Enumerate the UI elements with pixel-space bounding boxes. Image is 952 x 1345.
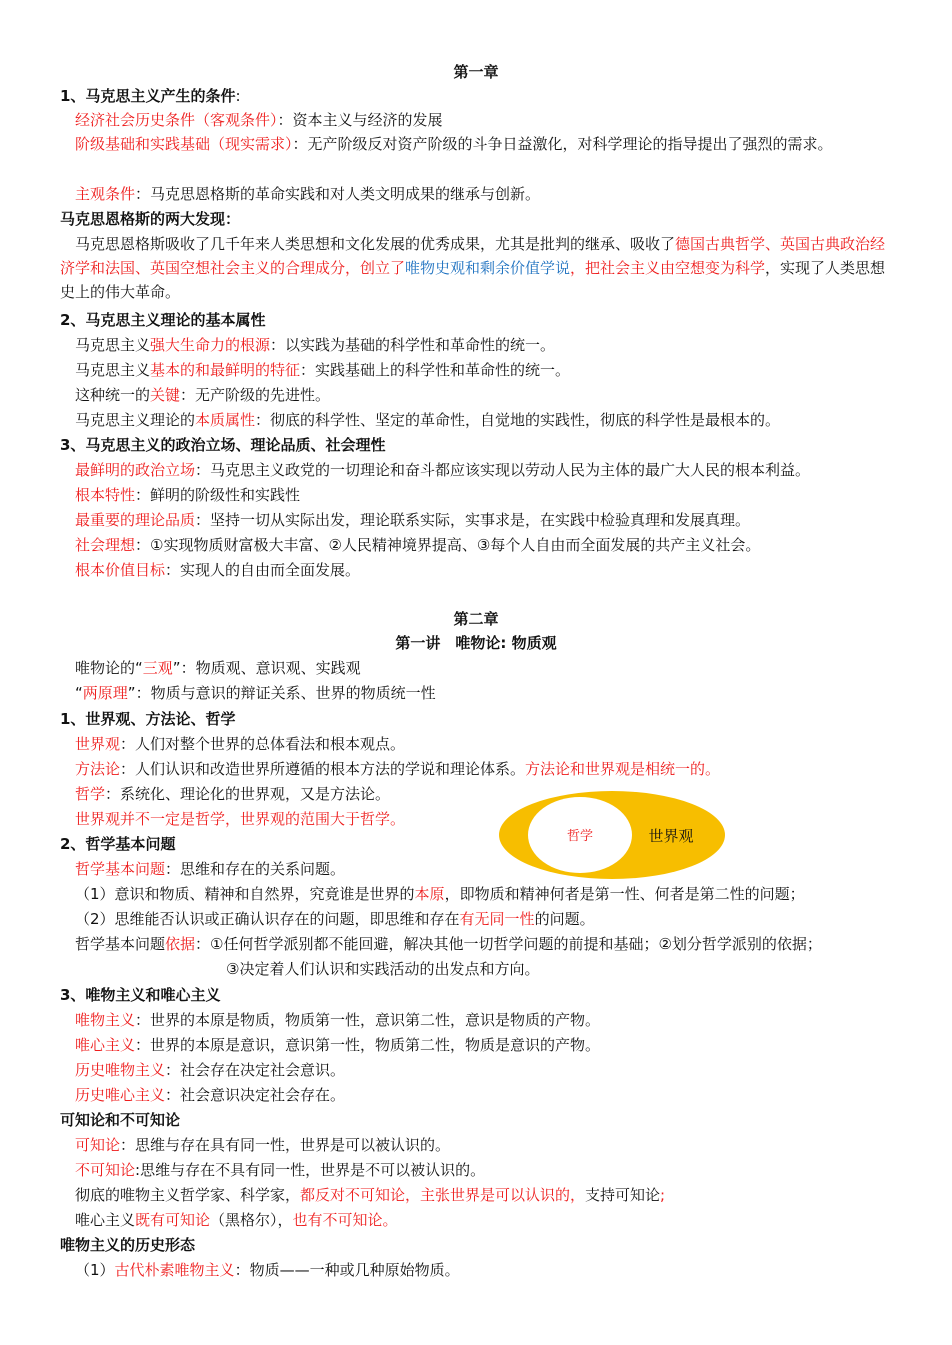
question-item [75, 882, 805, 906]
pos-label: 最鲜明的政治立场 [75, 461, 196, 479]
para-red: 德国古典哲学、英国古典政治经济学和法国、英国空想社会主义的合理成分，创立了 [60, 235, 886, 277]
section-heading: 1、世界观、方法论、哲学 [60, 710, 236, 728]
attribute-line [75, 408, 780, 432]
position-line [75, 483, 300, 507]
para-text: 马克思恩格斯吸收了几千年来人类思想和文化发展的优秀成果，尤其是批判的继承、吸收了 [75, 235, 676, 253]
section-heading: 3、马克思主义的政治立场、理论品质、社会理性 [60, 436, 386, 454]
basis-line [75, 932, 822, 956]
basis-line-continued: ③决定着人们认识和实践活动的出发点和方向。 [226, 960, 540, 978]
attr-pre: 马克思主义 [75, 336, 151, 354]
pos-text: ：坚持一切从实际出发，理论联系实际，实事求是，在实践中检验真理和发展真理。 [195, 511, 751, 529]
heading-colon: : [235, 87, 241, 105]
term-label: 主观条件 [75, 185, 136, 203]
attribute-line [75, 333, 555, 357]
basic-question-line [75, 857, 345, 881]
term-label: 经济社会历史条件（客观条件） [75, 111, 278, 129]
definition-line [75, 1033, 600, 1057]
text-pre: （1） [75, 1261, 115, 1279]
position-line [75, 533, 760, 557]
question-item [75, 907, 595, 931]
text-pre: 唯心主义 [75, 1211, 136, 1229]
def-label: 世界观 [75, 735, 121, 753]
definition-line [75, 757, 720, 781]
venn-diagram [498, 790, 728, 880]
q-red: 本原 [414, 885, 445, 903]
text-pre: 彻底的唯物主义哲学家、科学家， [75, 1186, 301, 1204]
section-heading: 唯物主义的历史形态 [60, 1236, 196, 1254]
idealist-stance-line [75, 1208, 398, 1232]
q-pre: （1）意识和物质、精神和自然界，究竟谁是世界的 [75, 885, 415, 903]
def-text: ：世界的本原是物质，物质第一性，意识第二性，意识是物质的产物。 [135, 1011, 601, 1029]
section-heading: 2、哲学基本问题 [60, 835, 176, 853]
pos-label: 最重要的理论品质 [75, 511, 196, 529]
basis-pre: 哲学基本问题 [75, 935, 166, 953]
def-label: 可知论 [75, 1136, 121, 1154]
text-red: 两原理 [82, 684, 128, 702]
heading-text: 1、马克思主义产生的条件 [60, 87, 236, 105]
chapter-2-title: 第二章 [453, 610, 499, 628]
para-blue: 唯物史观和剩余价值学说 [405, 259, 571, 277]
text-pre: 唯物论的“ [75, 659, 143, 677]
def-red: 方法论和世界观是相统一的。 [525, 760, 721, 778]
venn-outer-label: 世界观 [648, 827, 694, 845]
def-label: 历史唯物主义 [75, 1061, 166, 1079]
pos-text: ：马克思主义政党的一切理论和奋斗都应该实现以劳动人民为主体的最广大人民的根本利益。 [195, 461, 811, 479]
attr-pre: 马克思主义理论的 [75, 411, 196, 429]
chapter-1-title: 第一章 [453, 63, 499, 81]
attr-label: 本质属性 [195, 411, 256, 429]
pos-text: ：鲜明的阶级性和实践性 [135, 486, 301, 504]
text-mid: （黑格尔）， [210, 1211, 293, 1229]
position-line [75, 508, 750, 532]
q-pre: （2）思维能否认识或正确认识存在的问题，即思维和存在 [75, 910, 460, 928]
condition-objective [75, 108, 443, 132]
q-label: 哲学基本问题 [75, 860, 166, 878]
text-red: ; [660, 1186, 666, 1204]
attr-pre: 马克思主义 [75, 361, 151, 379]
text-post: ”：物质观、意识观、实践观 [172, 659, 361, 677]
attr-label: 强大生命力的根源 [150, 336, 271, 354]
q-post: 的问题。 [534, 910, 595, 928]
text-red: 既有可知论 [135, 1211, 211, 1229]
text-red: 三观 [142, 659, 173, 677]
pos-label: 根本特性 [75, 486, 136, 504]
position-line [75, 458, 810, 482]
definition-line [75, 1058, 345, 1082]
venn-inner-label: 哲学 [566, 829, 594, 844]
attr-text: ：实践基础上的科学性和革命性的统一。 [300, 361, 571, 379]
pos-text: ：实现人的自由而全面发展。 [165, 561, 361, 579]
pos-label: 根本价值目标 [75, 561, 166, 579]
term-text: ：无产阶级反对资产阶级的斗争日益激化，对科学理论的指导提出了强烈的需求。 [292, 135, 833, 153]
def-label: 唯物主义 [75, 1011, 136, 1029]
text-mid: 支持可知论 [585, 1186, 661, 1204]
def-text: ：思维与存在具有同一性，世界是可以被认识的。 [120, 1136, 451, 1154]
attr-label: 基本的和最鲜明的特征 [150, 361, 301, 379]
two-principles-line [75, 681, 436, 705]
discoveries-heading: 马克思恩格斯的两大发现： [60, 210, 241, 228]
attr-text: ：无产阶级的先进性。 [180, 386, 331, 404]
attr-pre: 这种统一的 [75, 386, 151, 404]
q-text: ：思维和存在的关系问题。 [165, 860, 346, 878]
def-text: ：社会存在决定社会意识。 [165, 1061, 346, 1079]
definition-line [75, 732, 405, 756]
def-label: 哲学 [75, 785, 106, 803]
text-red: 都反对不可知论，主张世界是可以认识的， [300, 1186, 586, 1204]
basis-red: 依据 [165, 935, 196, 953]
definition-line [75, 1008, 600, 1032]
definition-line [75, 1158, 485, 1182]
attr-text: ：彻底的科学性、坚定的革命性，自觉地的实践性，彻底的科学性是最根本的。 [255, 411, 781, 429]
attribute-line [75, 383, 330, 407]
text-red: 古代朴素唯物主义 [114, 1261, 235, 1279]
pos-text: ：①实现物质财富极大丰富、②人民精神境界提高、③每个人自由而全面发展的共产主义社会。 [135, 536, 761, 554]
def-label: 不可知论 [75, 1161, 136, 1179]
term-label: 阶级基础和实践基础（现实需求） [75, 135, 293, 153]
text-post: ：物质——一种或几种原始物质。 [234, 1261, 460, 1279]
position-line [75, 558, 360, 582]
term-text: ：马克思恩格斯的革命实践和对人类文明成果的继承与创新。 [135, 185, 541, 203]
def-text: ：社会意识决定社会存在。 [165, 1086, 346, 1104]
section-heading: 2、马克思主义理论的基本属性 [60, 311, 266, 329]
section-heading: 可知论和不可知论 [60, 1111, 181, 1129]
attr-label: 关键 [150, 386, 181, 404]
materialist-stance-line [75, 1183, 665, 1207]
condition-class-basis [60, 132, 900, 156]
def-text: ：世界的本原是意识，意识第一性，物质第二性，物质是意识的产物。 [135, 1036, 601, 1054]
section-heading: 3、唯物主义和唯心主义 [60, 986, 221, 1004]
term-text: ：资本主义与经济的发展 [277, 111, 443, 129]
q-red: 有无同一性 [459, 910, 535, 928]
definition-line [75, 1083, 345, 1107]
pos-label: 社会理想 [75, 536, 136, 554]
q-post: ，即物质和精神何者是第一性、何者是第二性的问题； [444, 885, 805, 903]
def-label: 历史唯心主义 [75, 1086, 166, 1104]
def-text: ：系统化、理论化的世界观，又是方法论。 [105, 785, 391, 803]
attr-text: ：以实践为基础的科学性和革命性的统一。 [270, 336, 556, 354]
discoveries-paragraph [60, 232, 900, 304]
lecture-subtitle: 第一讲 唯物论: 物质观 [395, 634, 557, 652]
worldview-note: 世界观并不一定是哲学，世界观的范围大于哲学。 [75, 810, 406, 828]
section-heading [60, 84, 241, 108]
def-label: 方法论 [75, 760, 121, 778]
para-red: ，把社会主义由空想变为科学 [570, 259, 766, 277]
def-text: ：人们对整个世界的总体看法和根本观点。 [120, 735, 406, 753]
condition-subjective [75, 182, 540, 206]
text-pre: “ [75, 684, 83, 702]
para-text: ，实现了人类思想史上的伟大革命。 [60, 259, 886, 301]
text-post: ”：物质与意识的辩证关系、世界的物质统一性 [127, 684, 436, 702]
def-text: :思维与存在不具有同一性，世界是不可以被认识的。 [135, 1161, 486, 1179]
def-text: ：人们认识和改造世界所遵循的根本方法的学说和理论体系。 [120, 760, 526, 778]
basis-text: ：①任何哲学派别都不能回避，解决其他一切哲学问题的前提和基础；②划分哲学派别的依据； [195, 935, 822, 953]
history-form-item [75, 1258, 460, 1282]
definition-line [75, 782, 390, 806]
text-red: 也有不可知论。 [292, 1211, 398, 1229]
three-views-line [75, 656, 361, 680]
attribute-line [75, 358, 570, 382]
definition-line [75, 1133, 450, 1157]
def-label: 唯心主义 [75, 1036, 136, 1054]
